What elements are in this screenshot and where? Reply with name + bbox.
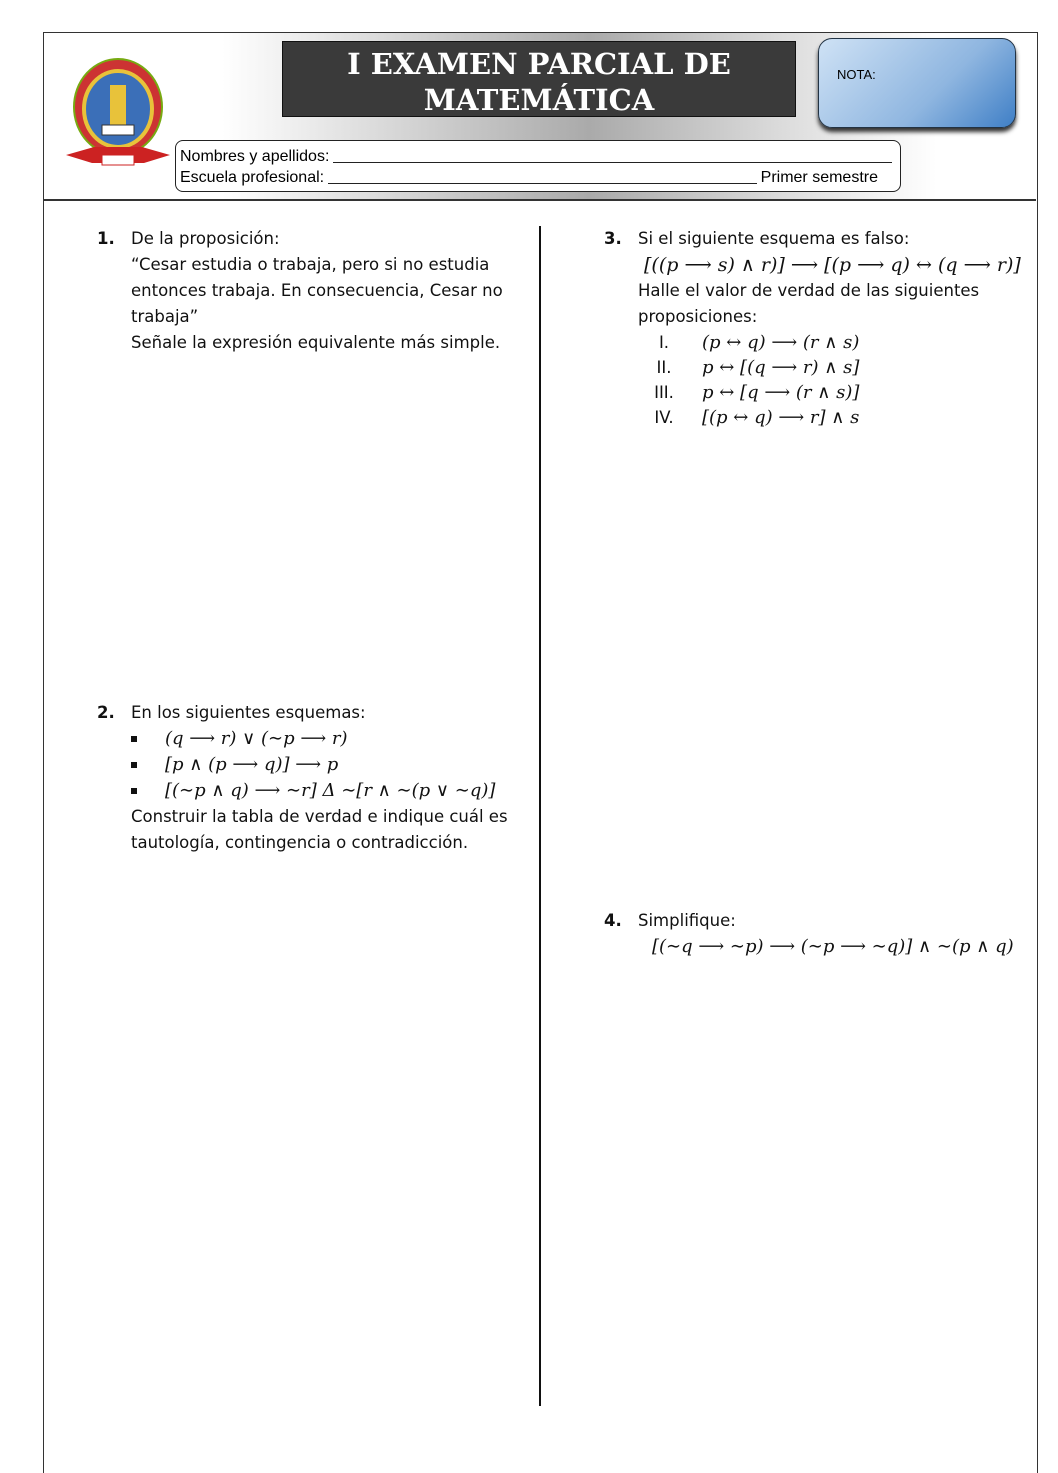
scheme: [p ∧ (p ⟶ q)] ⟶ p bbox=[165, 754, 339, 775]
q1-line: De la proposición: bbox=[131, 229, 280, 248]
scheme: (q ⟶ r) ∨ (∼p ⟶ r) bbox=[165, 728, 348, 749]
q4-expression: [(∼q ⟶ ∼p) ⟶ (∼p ⟶ ∼q)] ∧ ∼(p ∧ q) bbox=[652, 936, 1014, 957]
q3-line: Halle el valor de verdad de las siguientes bbox=[638, 281, 980, 300]
q1-line: trabaja” bbox=[131, 307, 199, 326]
semester-label: Primer semestre bbox=[760, 169, 878, 186]
column-divider bbox=[539, 226, 541, 1406]
proposition: p ↔ [(q ⟶ r) ∧ s] bbox=[702, 357, 860, 378]
school-field[interactable] bbox=[328, 183, 757, 184]
question-3 bbox=[604, 226, 1024, 430]
proposition: p ↔ [q ⟶ (r ∧ s)] bbox=[702, 382, 860, 403]
university-logo bbox=[64, 55, 172, 173]
q2-outro: Construir la tabla de verdad e indique cuál es bbox=[131, 807, 508, 826]
q1-line: Señale la expresión equivalente más simple. bbox=[131, 333, 501, 352]
q1-line: entonces trabaja. En consecuencia, Cesar no bbox=[131, 281, 503, 300]
proposition: (p ↔ q) ⟶ (r ∧ s) bbox=[702, 332, 860, 353]
q3-scheme: [((p ⟶ s) ∧ r)] ⟶ [(p ⟶ q) ↔ (q ⟶ r)] bbox=[644, 254, 1021, 276]
item-number: I. bbox=[658, 333, 670, 352]
title-line-2: MATEMÁTICA bbox=[423, 83, 655, 117]
question-2 bbox=[97, 700, 527, 856]
item-number: III. bbox=[654, 383, 674, 402]
bullet-icon bbox=[131, 726, 165, 752]
title-line-1: I EXAMEN PARCIAL DE bbox=[347, 47, 731, 81]
question-number: 3. bbox=[604, 229, 622, 248]
names-label: Nombres y apellidos: bbox=[180, 148, 330, 165]
exam-title bbox=[282, 41, 796, 117]
grade-box bbox=[818, 38, 1016, 128]
bullet-icon bbox=[131, 778, 165, 804]
q2-intro: En los siguientes esquemas: bbox=[131, 703, 366, 722]
question-number: 2. bbox=[97, 703, 115, 722]
names-field[interactable] bbox=[333, 162, 892, 163]
q3-intro: Si el siguiente esquema es falso: bbox=[638, 229, 910, 248]
scheme: [(∼p ∧ q) ⟶ ∼r] Δ ∼[r ∧ ∼(p ∨ ∼q)] bbox=[165, 780, 496, 801]
q1-line: “Cesar estudia o trabaja, pero si no estudia bbox=[131, 255, 490, 274]
bullet-icon bbox=[131, 752, 165, 778]
grade-label: NOTA: bbox=[837, 67, 876, 82]
question-number: 1. bbox=[97, 229, 115, 248]
school-label: Escuela profesional: bbox=[180, 169, 325, 186]
item-number: II. bbox=[656, 358, 672, 377]
q2-outro: tautología, contingencia o contradicción. bbox=[131, 833, 469, 852]
item-number: IV. bbox=[654, 408, 674, 427]
question-4 bbox=[604, 908, 1024, 960]
q4-intro: Simplifique: bbox=[638, 911, 736, 930]
student-info-box bbox=[175, 140, 901, 192]
q3-line: proposiciones: bbox=[638, 307, 758, 326]
question-number: 4. bbox=[604, 911, 622, 930]
question-1 bbox=[97, 226, 527, 356]
proposition: [(p ↔ q) ⟶ r] ∧ s bbox=[702, 407, 860, 428]
